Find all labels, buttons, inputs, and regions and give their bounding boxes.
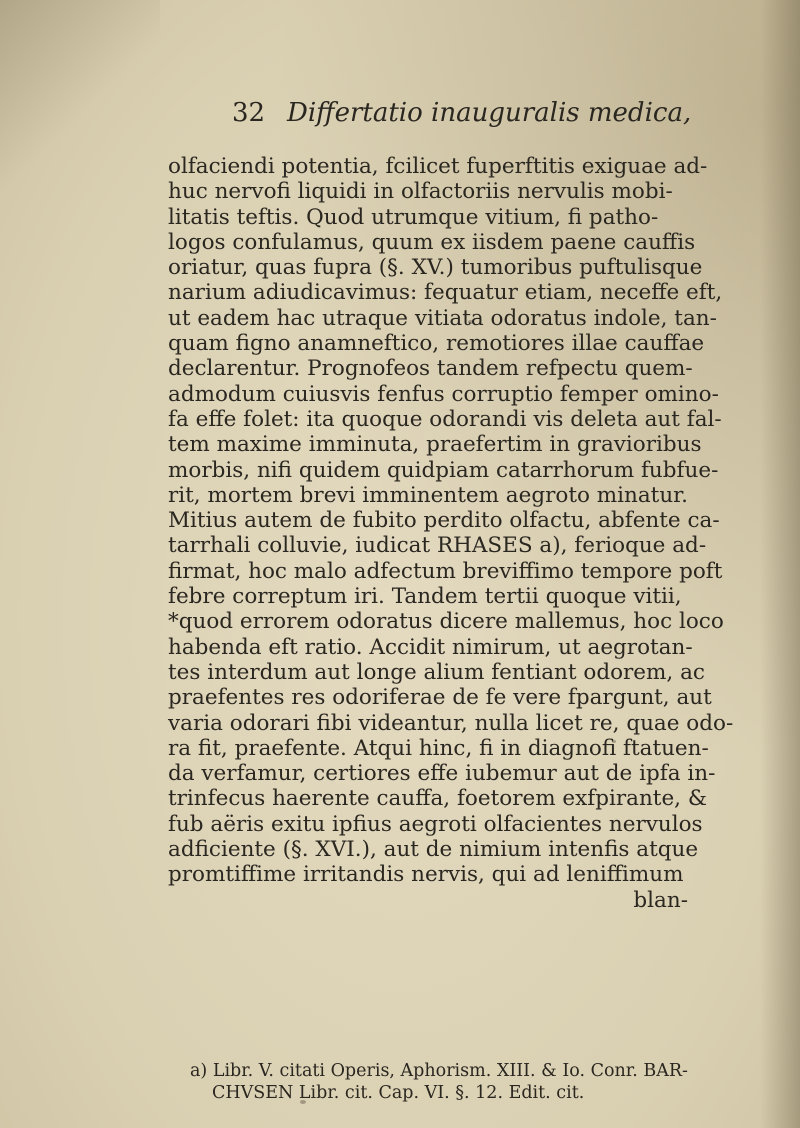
running-title: Differtatio inauguralis medica, bbox=[287, 98, 692, 128]
text-line: varia odorari fibi videantur, nulla licet re, quae odo- bbox=[168, 710, 734, 736]
text-line: trinfecus haerente cauffa, foetorem exfpirante, & bbox=[168, 786, 707, 812]
text-line: adficiente (§. XVI.), aut de nimium intenfis atque bbox=[168, 837, 699, 863]
text-line: praefentes res odoriferae de fe vere fpargunt, aut bbox=[168, 685, 712, 711]
page-header bbox=[232, 93, 712, 133]
text-line: morbis, nifi quidem quidpiam catarrhorum fubfue- bbox=[168, 457, 719, 483]
text-line: habenda eft ratio. Accidit nimirum, ut aegrotan- bbox=[168, 634, 693, 660]
text-line: firmat, hoc malo adfectum breviffimo tempore poft bbox=[168, 558, 723, 584]
text-line: oriatur, quas fupra (§. XV.) tumoribus puftulisque bbox=[168, 255, 703, 281]
page-number: 32 bbox=[232, 98, 266, 128]
footnote-line: CHVSEN Libr. cit. Cap. VI. §. 12. Edit. cit. bbox=[212, 1083, 585, 1103]
text-line: admodum cuiusvis fenfus corruptio femper omino- bbox=[168, 381, 719, 407]
catchword: blan- bbox=[633, 887, 688, 913]
text-line: olfaciendi potentia, fcilicet fuperftitis exiguae ad- bbox=[168, 154, 708, 179]
text-line: fub aëris exitu ipfius aegroti olfacientes nervulos bbox=[168, 811, 703, 837]
text-line: logos confulamus, quum ex iisdem paene cauffis bbox=[168, 229, 696, 255]
text-line: rit, mortem brevi imminentem aegroto minatur. bbox=[168, 482, 688, 508]
text-line: narium adiudicavimus: fequatur etiam, neceffe eft, bbox=[168, 280, 723, 306]
text-line: tem maxime imminuta, praefertim in gravioribus bbox=[168, 432, 702, 458]
text-line: ra fit, praefente. Atqui hinc, fi in diagnofi ftatuen- bbox=[168, 735, 709, 761]
text-line: tarrhali colluvie, iudicat RHASES a), ferioque ad- bbox=[168, 533, 707, 559]
text-line: huc nervofi liquidi in olfactoriis nervulis mobi- bbox=[168, 179, 673, 205]
footnote-line: a) Libr. V. citati Operis, Aphorism. XIII. & Io. Conr. BAR- bbox=[190, 1061, 688, 1081]
text-line: litatis teftis. Quod utrumque vitium, fi patho- bbox=[168, 204, 659, 230]
footnotes bbox=[190, 1060, 690, 1104]
text-line: ut eadem hac utraque vitiata odoratus indole, tan- bbox=[168, 305, 717, 331]
text-line: fa effe folet: ita quoque odorandi vis deleta aut fal- bbox=[168, 406, 722, 432]
page-edge-shadow bbox=[760, 0, 800, 1128]
text-line: quam figno anamneftico, remotiores illae cauffae bbox=[168, 331, 705, 357]
text-line: declarentur. Prognofeos tandem refpectu quem- bbox=[168, 356, 693, 382]
text-line: tes interdum aut longe alium fentiant odorem, ac bbox=[168, 659, 705, 685]
text-line: da verfamur, certiores effe iubemur aut de ipfa in- bbox=[168, 761, 716, 787]
body-text bbox=[168, 154, 734, 913]
text-line: *quod errorem odoratus dicere mallemus, hoc loco bbox=[168, 609, 724, 635]
page-shadow bbox=[0, 0, 160, 200]
text-line: promtiffime irritandis nervis, qui ad leniffimum bbox=[168, 862, 684, 888]
text-line: Mitius autem de fubito perdito olfactu, abfente ca- bbox=[168, 508, 720, 534]
text-line: febre correptum iri. Tandem tertii quoque vitii, bbox=[168, 584, 682, 610]
